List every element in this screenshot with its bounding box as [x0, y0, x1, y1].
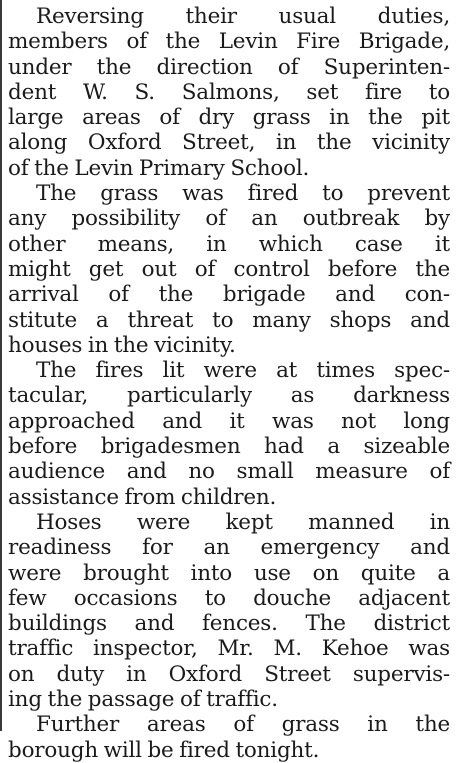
- text-line: assistance from children.: [8, 484, 277, 510]
- text-line: dent W. S. Salmons, set fire to: [8, 79, 450, 105]
- text-line: approached and it was not long: [8, 408, 450, 434]
- paragraph: [8, 510, 450, 712]
- text-line: Further areas of grass in the: [36, 712, 450, 738]
- text-line: arrival of the brigade and con-: [8, 282, 450, 308]
- text-line: ing the passage of traffic.: [8, 687, 278, 713]
- text-line: Hoses were kept manned in: [36, 509, 450, 535]
- text-line: readiness for an emergency and: [8, 535, 450, 561]
- text-line: The grass was fired to prevent: [36, 181, 450, 207]
- text-line: Reversing their usual duties,: [36, 4, 450, 29]
- text-line: tacular, particularly as darkness: [8, 383, 450, 409]
- text-line: buildings and fences. The district: [8, 611, 450, 637]
- text-line: might get out of control before the: [8, 256, 450, 282]
- text-line: houses in the vicinity.: [8, 332, 236, 358]
- text-line: The fires lit were at times spec-: [36, 358, 450, 384]
- text-line: along Oxford Street, in the vicinity: [8, 130, 450, 156]
- text-line: large areas of dry grass in the pit: [8, 105, 450, 131]
- text-line: of the Levin Primary School.: [8, 155, 310, 181]
- paragraph: [8, 712, 450, 763]
- text-line: stitute a threat to many shops and: [8, 307, 450, 333]
- paragraph: [8, 4, 450, 181]
- text-line: on duty in Oxford Street supervis-: [8, 661, 450, 687]
- text-line: before brigadesmen had a sizeable: [8, 434, 450, 460]
- paragraph: [8, 358, 450, 510]
- text-line: other means, in which case it: [8, 231, 450, 257]
- paragraph: [8, 181, 450, 358]
- text-line: any possibility of an outbreak by: [8, 206, 450, 232]
- text-line: audience and no small measure of: [8, 459, 450, 485]
- text-line: borough will be fired tonight.: [8, 737, 320, 763]
- text-line: few occasions to douche adjacent: [8, 585, 450, 611]
- text-line: members of the Levin Fire Brigade,: [8, 29, 450, 55]
- text-line: were brought into use on quite a: [8, 560, 450, 586]
- text-line: traffic inspector, Mr. M. Kehoe was: [8, 636, 450, 662]
- text-line: under the direction of Superinten-: [8, 54, 450, 80]
